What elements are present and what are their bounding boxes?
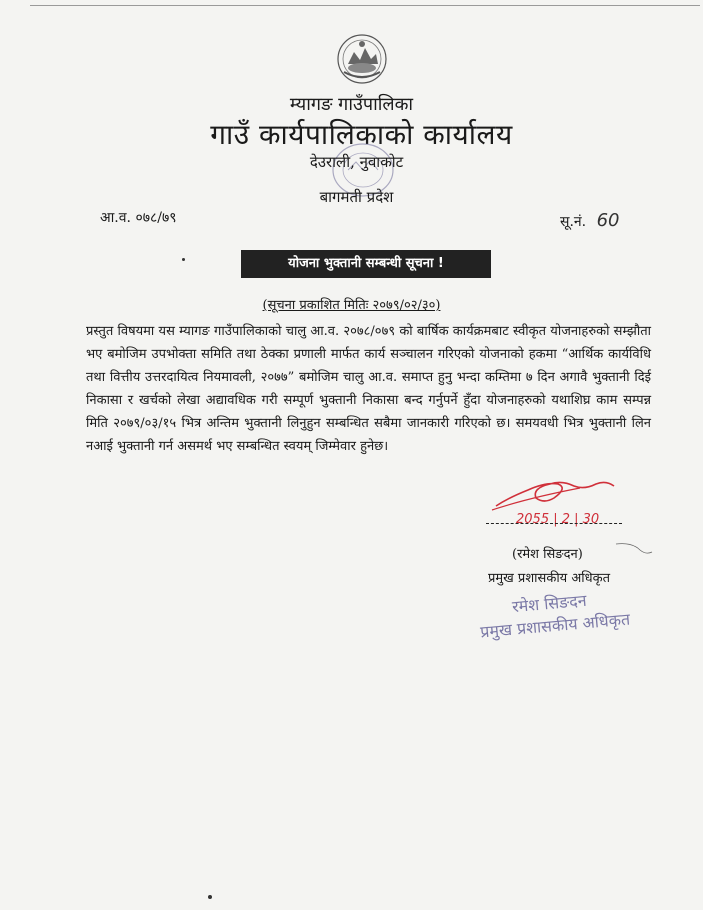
notice-title-banner: योजना भुक्तानी सम्बन्धी सूचना ! bbox=[241, 250, 491, 278]
name-stamp: रमेश सिङदन bbox=[511, 590, 588, 617]
fiscal-year: आ.व. ०७८/७९ bbox=[100, 210, 177, 226]
signatory-name: (रमेश सिङदन) bbox=[512, 547, 583, 562]
signature-date: 2055 | 2 | 30 bbox=[516, 512, 600, 527]
scan-speck bbox=[208, 895, 212, 899]
municipality-name: म्यागङ गाउँपालिका bbox=[289, 94, 414, 115]
scan-speck bbox=[182, 258, 185, 261]
publication-date-text: (सूचना प्रकाशित मितिः २०७९/०२/३०) bbox=[262, 298, 441, 313]
province-name: बागमती प्रदेश bbox=[319, 188, 394, 206]
top-border-line bbox=[30, 5, 700, 6]
reference-value: 60 bbox=[596, 210, 620, 231]
nepal-government-emblem-icon bbox=[334, 32, 390, 86]
office-address: देउराली, नुवाकोट bbox=[309, 153, 404, 171]
pen-mark bbox=[614, 540, 654, 556]
reference-number bbox=[560, 210, 620, 231]
title-stamp: प्रमुख प्रशासकीय अधिकृत bbox=[479, 609, 631, 642]
reference-label: सू.नं. bbox=[560, 214, 587, 230]
notice-body: प्रस्तुत विषयमा यस म्यागङ गाउँपालिकाको चालु आ.व. २०७८/०७९ को बार्षिक कार्यक्रमबाट स्वीकृत योजनाहरुको सम्झौता भए बमोजिम उपभोक्ता समिति तथा ठेक्का प्रणाली मार्फत कार्य सञ्चालन गरिएको योजनाको हकमा “आर्थिक कार्यविधि तथा वित्तीय उत्तरदायित्व नियमावली, २०७७” बमोजिम चालु आ.व. समाप्त हुनु भन्दा कम्तिमा ७ दिन अगावै भुक्तानी दिई निकासा र खर्चको लेखा अद्यावधिक गरी सम्पूर्ण भुक्तानी निकासा बन्द गर्नुपर्ने हुँदा योजनाहरुको यथाशिघ्र काम सम्पन्न मिति २०७९/०३/१५ भित्र अन्तिम भुक्तानी लिनुहुन सम्बन्धित सबैमा जानकारी गरिएको छ। समयवधी भित्र भुक्तानी लिन नआई भुक्तानी गर्न असमर्थ भए सम्बन्धित स्वयम् जिम्मेवार हुनेछ। bbox=[86, 324, 651, 454]
publication-date bbox=[0, 295, 703, 313]
signatory-title: प्रमुख प्रशासकीय अधिकृत bbox=[488, 571, 611, 586]
office-title: गाउँ कार्यपालिकाको कार्यालय bbox=[210, 118, 513, 151]
handwritten-signature bbox=[488, 468, 636, 528]
signature-line bbox=[486, 523, 622, 524]
